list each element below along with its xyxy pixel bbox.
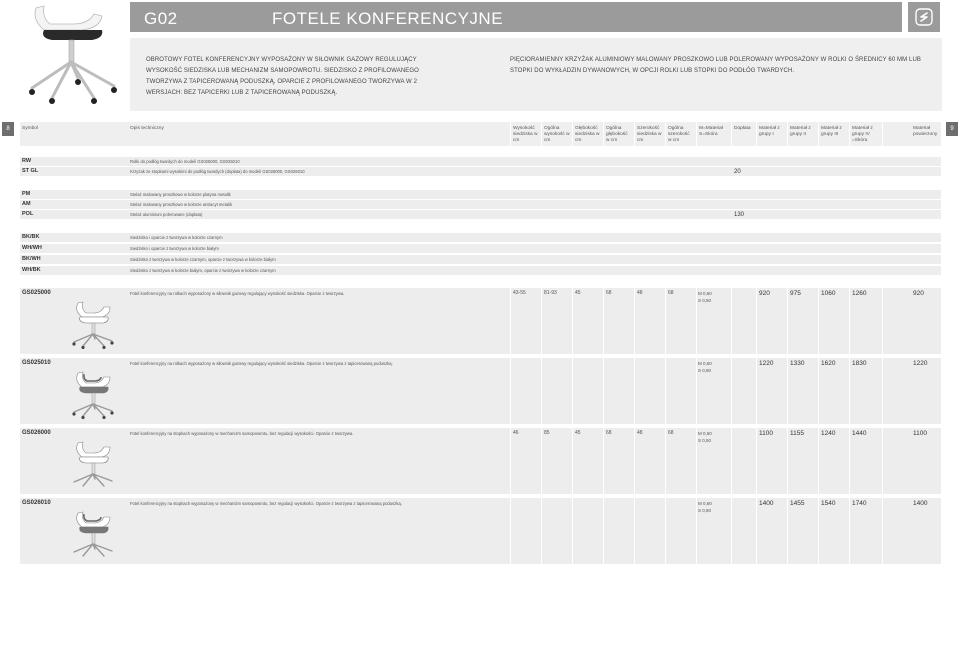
product-value-pp: 1100 [913,430,927,437]
option-desc: Rolki do podłóg twardych do modeli GS025000, GS025010 [130,159,240,164]
product-value-p2: 1455 [790,500,805,507]
col-description: Opis techniczny [130,126,164,131]
product-value-ogg: 68 [606,430,612,436]
option-key: WH/BK [22,267,41,273]
col-group-3: Materiał z grupy III [821,126,842,138]
col-surcharge: Dopłata [734,126,751,131]
option-desc: Siedzisko z tworzywa w kolorze białym, oparcie z tworzywa w kolorze czarnym [130,268,276,273]
product-value-gleb: 45 [575,430,581,436]
product-material-factor [698,500,712,514]
option-desc: Stelaż malowany proszkowo w kolorze platyna metalik [130,192,231,197]
description-left: OBROTOWY FOTEL KONFERENCYJNY WYPOSAŻONY W SIŁOWNIK GAZOWY REGULUJĄCY WYSOKOŚĆ SIEDZISKA LUB MECHANIZM SAMOPOWROTU. SIEDZISKO Z PROFILOWANEGO TWORZYWA Z TAPICEROWANĄ PODUSZKĄ, OPARCIE Z PROFILOWANEGO TWORZYWA W 2 WERSJACH: BEZ TAPICERKI LUB Z TAPICEROWANĄ PODUSZKĄ. [146,57,419,96]
page-number-right: 9 [946,122,958,136]
product-material-factor [698,290,712,304]
product-material-factor [698,360,712,374]
option-key: RW [22,158,32,164]
product-description: Fotel konferencyjny na rolkach wyposażony w siłownik gazowy regulujący wysokość siedziska. Oparcie z tworzywa. [130,291,345,296]
col-total-height: Ogólna wysokość w cm [544,126,570,144]
product-value-ogw: 85 [544,430,550,436]
product-material-factor [698,430,712,444]
product-code: GS025010 [22,360,51,366]
option-row-whbk [20,266,941,275]
product-value-p1: 1100 [759,430,773,437]
col-seat-height: Wysokość siedziska w cm [513,126,538,144]
option-desc: Stelaż aluminium polerowane (dopłata) [130,212,203,217]
product-chair-image [68,507,116,559]
product-value-wys: 43-55 [513,290,526,296]
product-value-pp: 1400 [913,500,928,507]
product-value-p4: 1740 [852,500,867,507]
col-symbol: Symbol [22,126,38,131]
product-value-p2: 1155 [790,430,804,437]
option-desc: Krzyżak ze stopkami wysokimi do podłóg twardych (dopłata) do modeli GS026000, GS026010 [130,169,305,174]
product-value-p1: 1220 [759,360,774,367]
leather-factor: S 0,50 [698,438,712,443]
product-value-pp: 1220 [913,360,928,367]
product-value-wys: 46 [513,430,519,436]
option-key: POL [22,211,34,217]
option-desc: Stelaż malowany proszkowo w kolorze antracyt metalik [130,202,233,207]
option-desc: Siedzisko z tworzywa w kolorze czarnym, oparcie z tworzywa w kolorze białym [130,257,276,262]
option-row-bkwh [20,255,941,264]
product-value-p1: 920 [759,290,770,297]
material-factor: M 0,60 [698,361,712,366]
col-group-2: Materiał z grupy II [790,126,811,138]
product-code: GS026000 [22,430,51,436]
material-factor: M 0,60 [698,291,712,296]
material-factor: M 0,60 [698,501,712,506]
product-value-p4: 1260 [852,290,867,297]
option-desc: Siedzisko i oparcie z tworzywa w kolorze białym [130,246,219,251]
option-key: PM [22,191,31,197]
col-group-1: Materiał z grupy I [759,126,780,138]
product-row [20,428,941,494]
product-code: GS026010 [22,500,51,506]
product-value-p3: 1540 [821,500,836,507]
product-value-ogw: 81-93 [544,290,557,296]
option-desc: Siedzisko i oparcie z tworzywa w kolorze czarnym [130,235,223,240]
option-row-am [20,200,941,209]
product-chair-image [68,297,116,349]
table-header [20,122,941,146]
product-value-p3: 1060 [821,290,836,297]
product-value-pp: 920 [913,290,924,297]
catalog-code: G02 [144,9,178,28]
brand-logo [908,2,940,32]
product-value-p1: 1400 [759,500,774,507]
product-row [20,288,941,354]
option-key: WH/WH [22,245,42,251]
product-chair-image [68,367,116,419]
product-chair-image [68,437,116,489]
product-value-szer: 48 [637,430,643,436]
product-value-ogs: 68 [668,430,674,436]
product-value-gleb: 45 [575,290,581,296]
product-value-ogg: 68 [606,290,612,296]
option-key: BK/WH [22,256,41,262]
product-value-p4: 1830 [852,360,867,367]
col-group-4: Materiał z grupy IV =Skóra [852,126,873,144]
col-seat-depth: Głębokość siedziska w cm [575,126,600,144]
product-value-szer: 48 [637,290,643,296]
material-factor: M 0,60 [698,431,712,436]
option-row-bkbk [20,233,941,242]
option-row-stgl [20,167,941,176]
logo-icon [915,8,933,26]
option-price: 20 [734,169,741,175]
product-row [20,498,941,564]
option-row-whwh [20,244,941,253]
product-description: Fotel konferencyjny na stopkach wyposażony w mechanizm samopowrotu, bez regulacji wysokości. Oparcie z tworzywa. [130,431,354,436]
product-description: Fotel konferencyjny na stopkach wyposażony w mechanizm samopowrotu, bez regulacji wysokości. Oparcie z tworzywa z tapicerowaną poduszką. [130,501,402,506]
product-value-p3: 1620 [821,360,836,367]
option-key: BK/BK [22,234,40,240]
product-value-p3: 1240 [821,430,836,437]
option-row-rw [20,157,941,166]
leather-factor: S 0,80 [698,368,712,373]
col-total-depth: Ogólna głębokość w cm [606,126,628,144]
option-key: AM [22,201,31,207]
product-value-p2: 975 [790,290,801,297]
option-price: 130 [734,212,745,218]
page-header [130,2,902,32]
product-description [130,38,942,111]
hero-chair-image [22,0,122,105]
page-title: FOTELE KONFERENCYJNE [272,9,504,28]
col-material: M=Materiał S=Skóra [699,126,723,138]
col-own-material: Materiał powierzony [913,126,938,138]
product-code: GS025000 [22,290,51,296]
product-value-ogs: 68 [668,290,674,296]
page-number-left: 8 [2,122,14,136]
option-row-pm [20,190,941,199]
col-total-width: Ogólna szerokość w cm [668,126,690,144]
description-right: PIĘCIORAMIENNY KRZYŻAK ALUMINIOWY MALOWANY PROSZKOWO LUB POLEROWANY WYPOSAŻONY W ROLKI O ŚREDNICY 60 MM LUB STOPKI DO WYKŁADZIN DYWANOWYCH, W OPCJI ROLKI LUB STOPKI DO PODŁÓG TWARDYCH. [510,57,921,74]
option-row-pol [20,210,941,219]
product-value-p4: 1440 [852,430,867,437]
option-key: ST GL [22,168,39,174]
product-row [20,358,941,424]
col-seat-width: Szerokość siedziska w cm [637,126,662,144]
leather-factor: S 0,80 [698,508,712,513]
product-description: Fotel konferencyjny na rolkach wyposażony w siłownik gazowy regulujący wysokość siedziska. Oparcie z tworzywa z tapicerowaną poduszką. [130,361,393,366]
product-value-p2: 1330 [790,360,805,367]
leather-factor: S 0,50 [698,298,712,303]
